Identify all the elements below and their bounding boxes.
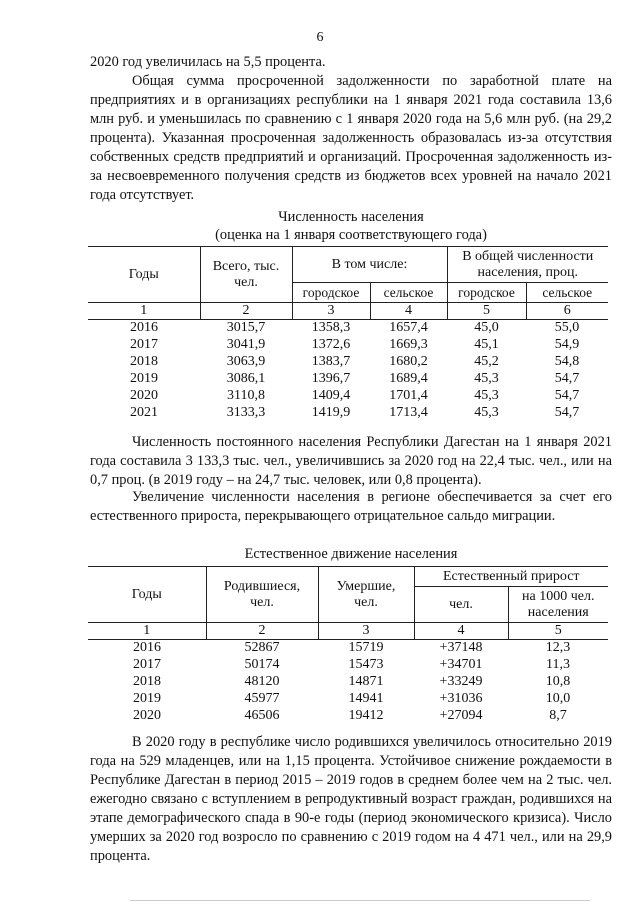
cell-born: 46506 [244,708,280,723]
column-numbers-row [88,623,608,640]
column-number: 6 [526,303,608,320]
cell-year: 2021 [130,405,158,420]
cell-died: 19412 [348,708,384,723]
cell-died: 14871 [348,674,384,689]
cell-total: 3133,3 [226,405,266,420]
population-table-title: Численность населения [278,209,424,225]
page-bottom-edge [130,900,590,901]
table-row [88,640,608,657]
movement-table-title: Естественное движение населения [244,546,458,562]
paragraph-wage-growth: 2020 год увеличилась на 5,5 процента. [90,54,326,70]
cell-year: 2019 [130,371,158,386]
cell-urban: 1358,3 [311,320,351,336]
table-row [88,691,608,708]
table-row [88,337,608,354]
cell-urban: 1419,9 [311,405,351,420]
cell-growth-per1000: 11,3 [546,657,570,672]
cell-urban-share: 45,2 [474,354,499,369]
cell-urban: 1372,6 [311,337,351,352]
cell-rural: 1701,4 [389,388,428,403]
column-number: 3 [292,303,370,320]
cell-total: 3110,8 [227,388,265,403]
cell-year: 2017 [130,337,158,352]
table-row [88,371,608,388]
cell-growth: +34701 [439,657,483,672]
cell-year: 2016 [130,320,158,336]
column-number: 1 [88,623,206,640]
cell-rural-share: 54,7 [554,371,580,386]
cell-died: 15473 [348,657,384,672]
cell-growth-per1000: 8,7 [549,708,567,723]
column-number: 3 [318,623,414,640]
column-number: 4 [414,623,508,640]
header-growth: Естественный прирост [414,567,608,587]
cell-growth: +33249 [439,674,483,689]
header-total: Всего, тыс. чел. [200,247,292,303]
cell-died: 15719 [348,640,384,656]
cell-born: 52867 [244,640,280,656]
cell-year: 2016 [133,640,161,656]
cell-year: 2017 [133,657,161,672]
header-years: Годы [88,247,200,303]
cell-rural: 1689,4 [389,371,428,386]
header-including: В том числе: [292,247,447,283]
header-died: Умершие, чел. [318,567,414,623]
paragraph-wage-arrears: Общая сумма просроченной задолженности по заработной плате на предприятиях и в организациях республики на 1 января 2021 года составила 13,6 млн руб. и уменьшилась по сравнению с 1 января 2020 года на 5,6 млн руб. (на 29,2 процента). Указанная просроченная задолженность образовалась из-за отсутствия собственных средств предприятий и организаций. Просроченная задолженность из-за несвоевременного получения средств из бюджетов всех уровней на начало 2021 года отсутствует. [90,73,612,203]
header-urban-share: городское [447,283,526,303]
column-number: 1 [88,303,200,320]
cell-urban-share: 45,3 [474,388,499,403]
cell-rural-share: 54,9 [554,337,580,352]
cell-rural: 1657,4 [389,320,428,336]
header-growth-per1000: на 1000 чел. населения [508,587,608,623]
header-rural-share: сельское [526,283,608,303]
header-share: В общей численности населения, проц. [447,247,608,283]
column-number: 5 [447,303,526,320]
cell-rural: 1680,2 [389,354,428,369]
table-row [88,708,608,725]
column-number: 5 [508,623,608,640]
population-table-subtitle: (оценка на 1 января соответствующего года) [215,227,487,243]
paragraph-natural-growth: Увеличение численности населения в регионе обеспечивается за счет его естественного прироста, перекрывающего отрицательное сальдо миграции. [90,489,612,524]
cell-total: 3086,1 [226,371,266,386]
cell-urban-share: 45,1 [474,337,499,352]
cell-year: 2018 [130,354,158,369]
header-born: Родившиеся, чел. [206,567,318,623]
cell-growth: +27094 [439,708,483,723]
table-row [88,674,608,691]
cell-year: 2020 [133,708,161,723]
cell-growth: +37148 [439,640,483,656]
cell-year: 2020 [130,388,158,403]
column-number: 4 [370,303,447,320]
paragraph-birth-death: В 2020 году в республике число родившихся увеличилось относительно 2019 года на 529 младенцев, или на 1,15 процента. Устойчивое снижение рождаемости в Республике Дагестан в период 2015 – 2019 годов в среднем более чем на 2 тыс. чел. ежегодно связано с вступлением в репродуктивный возраст граждан, родившихся на этапе демографического спада в 90-е годы (период экономического кризиса). Число умерших за 2020 год возросло по сравнению с 2019 годом на 4 471 чел., или на 29,9 процента. [90,734,612,864]
cell-urban-share: 45,0 [474,320,499,336]
cell-growth-per1000: 12,3 [545,640,571,656]
header-urban: городское [292,283,370,303]
page-number: 6 [316,30,324,45]
cell-growth: +31036 [439,691,483,706]
cell-year: 2018 [133,674,161,689]
cell-born: 48120 [244,674,280,689]
cell-year: 2019 [133,691,161,706]
cell-urban: 1396,7 [311,371,351,386]
cell-born: 45977 [244,691,280,706]
table-row [88,405,608,422]
cell-total: 3015,7 [226,320,266,336]
cell-urban-share: 45,3 [474,371,499,386]
cell-rural: 1713,4 [389,405,428,420]
cell-rural-share: 54,8 [554,354,580,369]
cell-rural-share: 55,0 [554,320,580,336]
column-number: 2 [200,303,292,320]
cell-total: 3063,9 [226,354,266,369]
cell-born: 50174 [244,657,280,672]
cell-urban: 1383,7 [311,354,351,369]
column-number: 2 [206,623,318,640]
table-row [88,388,608,405]
natural-movement-table [88,566,608,725]
cell-total: 3041,9 [226,337,266,352]
paragraph-population: Численность постоянного населения Республики Дагестан на 1 января 2021 года составила 3 133,3 тыс. чел., увеличившись за 2020 год на 22,4 тыс. чел., или на 0,7 проц. (в 2019 году – на 24,7 тыс. человек, или 0,8 процента). [90,434,612,488]
column-numbers-row [88,303,608,320]
cell-rural-share: 54,7 [554,388,580,403]
cell-rural: 1669,3 [389,337,428,352]
population-table [88,246,608,422]
table-row [88,354,608,371]
cell-growth-per1000: 10,0 [545,691,571,706]
table-row [88,657,608,674]
header-growth-people: чел. [414,587,508,623]
table-row [88,320,608,337]
header-rural: сельское [370,283,447,303]
cell-urban: 1409,4 [311,388,351,403]
cell-died: 14941 [348,691,384,706]
cell-growth-per1000: 10,8 [545,674,571,689]
header-years: Годы [88,567,206,623]
cell-urban-share: 45,3 [474,405,499,420]
cell-rural-share: 54,7 [554,405,580,420]
